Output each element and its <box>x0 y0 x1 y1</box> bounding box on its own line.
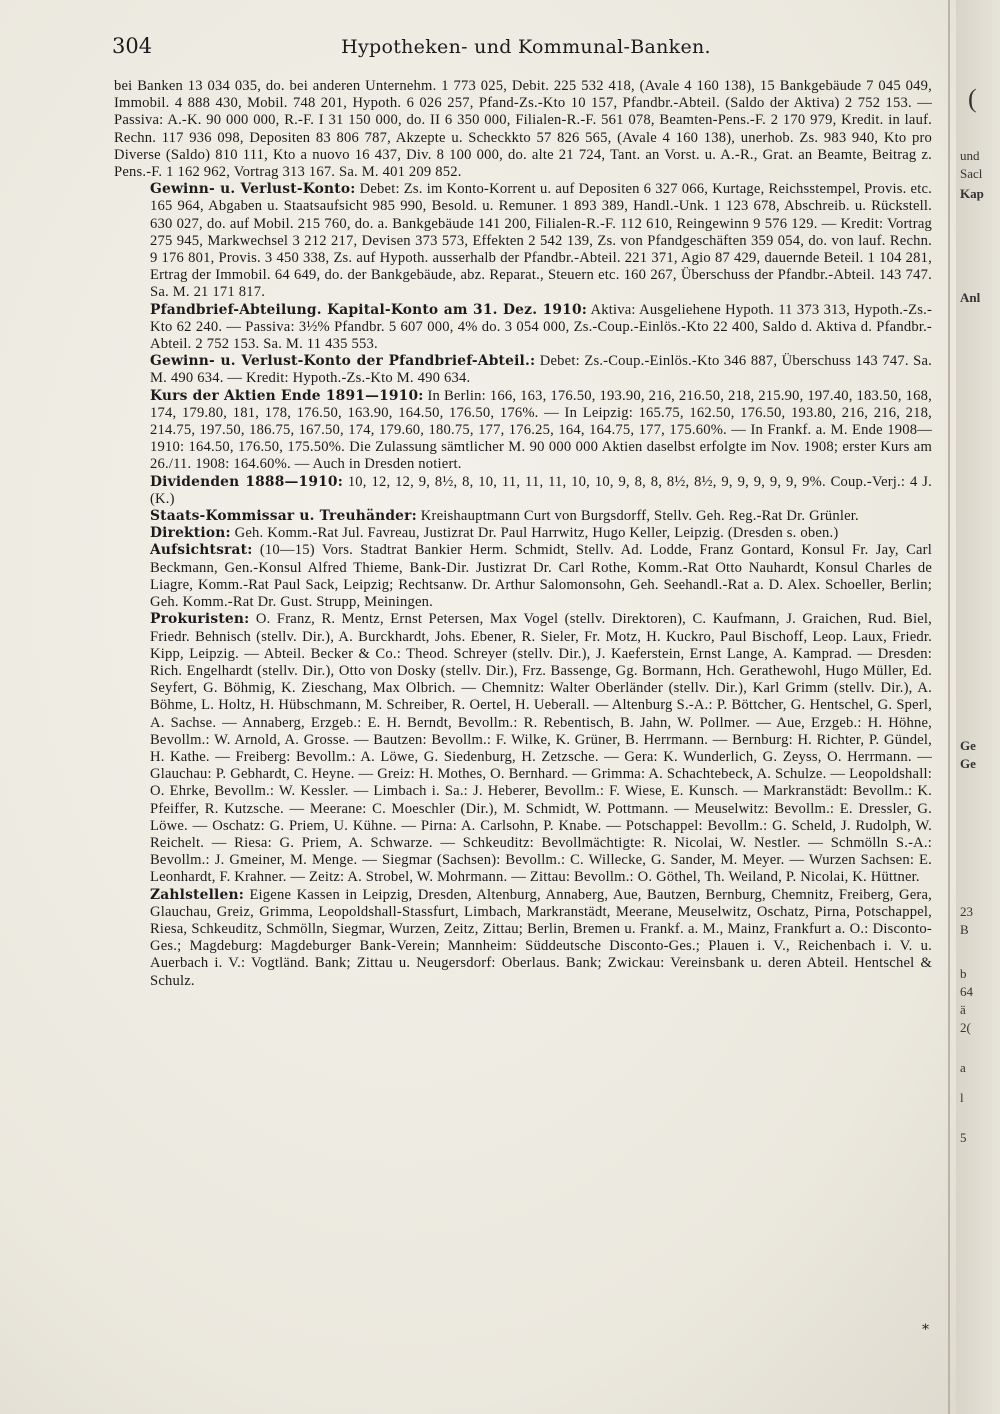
paragraph-text: bei Banken 13 034 035, do. bei anderen Unternehm. 1 773 025, Debit. 225 532 418, (Avale 4 160 138), 15 Bankgebäude 7 045 049, Immobil. 4 888 430, Mobil. 748 201, Hypoth. 6 026 257, Pfand-Zs.-Kto 10 157, Pfandbr.-Abteil. (Saldo der Aktiva) 2 752 153. — Passiva: A.-K. 90 000 000, R.-F. I 31 150 000, do. II 6 350 000, Filialen-R.-F. 561 078, Beamten-Pens.-F. 2 170 979, Kredit. in lauf. Rechn. 117 936 098, Depositen 83 806 787, Akzepte u. Scheckkto 57 826 565, (Avale 4 160 138), unerhob. Zs. 983 940, Kto pro Diverse (Saldo) 810 111, Kto a nuovo 16 437, Div. 8 100 000, do. alte 21 724, Tant. an Vorst. u. A.-R., Grat. an Beamte, Beitrag z. Pens.-F. 1 162 962, Vortrag 313 167. Sa. M. 401 209 852. <box>114 78 932 181</box>
margin-fragment: 23 <box>960 904 973 919</box>
paragraph-lead: Kurs der Aktien Ende 1891—1910: <box>150 387 424 404</box>
margin-fragment: Ge <box>960 738 976 753</box>
page-number: 304 <box>112 34 153 58</box>
paragraph-lead: Prokuristen: <box>150 611 250 628</box>
paragraph-lead: Gewinn- u. Verlust-Konto: <box>150 181 356 198</box>
adjacent-page-margin <box>956 0 1000 1414</box>
paragraph-authorized-officers <box>114 611 932 886</box>
paragraph-profit-loss <box>114 181 932 301</box>
paragraph-pfandbrief-capital <box>114 302 932 354</box>
paragraph-supervisory-board <box>114 542 932 611</box>
paragraph-text: (10—15) Vors. Stadtrat Bankier Herm. Schmidt, Stellv. Ad. Lodde, Franz Gontard, Konsul Fr. Jay, Carl Beckmann, Gen.-Konsul Alfred Thieme, Bank-Dir. Justizrat Dr. Carl Rothe, Komm.-Rat Otto Nauhardt, Konsul Charles de Liagre, Komm.-Rat Paul Sack, Leipzig; Rechtsanw. Dr. Arthur Salomonsohn, Geh. Seehandl.-Rat a. D. Alex. Schoeller, Berlin; Geh. Komm.-Rat Dr. Gust. Strupp, Meiningen. <box>150 542 932 611</box>
paragraph-text: Geh. Komm.-Rat Jul. Favreau, Justizrat Dr. Paul Harrwitz, Hugo Keller, Leipzig. (Dresden s. oben.) <box>234 525 839 542</box>
paragraph-text: In Berlin: 166, 163, 176.50, 193.90, 216, 216.50, 218, 215.90, 197.40, 183.50, 168, 174, 179.80, 181, 178, 176.50, 163.90, 164.50, 176.50, 176%. — In Leipzig: 165.75, 162.50, 176.50, 193.80, 216, 216, 218, 214.75, 197.50, 186.75, 167.50, 174, 179.60, 180.75, 177, 176.25, 164, 164.75, 177, 175.60%. — In Frankf. a. M. Ende 1908—1910: 164.50, 176.50, 175.50%. Die Zulassung sämtlicher M. 90 000 000 Aktien daselbst erfolgte im Nov. 1908; erster Kurs am 26./11. 1908: 164.60%. — Auch in Dresden notiert. <box>150 387 932 473</box>
paragraph-state-commissioner <box>114 508 932 525</box>
paragraph-text: Aktiva: Ausgeliehene Hypoth. 11 373 313, Hypoth.-Zs.-Kto 62 240. — Passiva: 3½% Pfandbr. 5 607 000, 4% do. 3 054 000, Zs.-Coup.-Einlös.-Kto 22 400, Saldo d. Aktiva d. Pfandbr.-Abteil. 2 752 153. Sa. M. 11 435 553. <box>150 301 932 353</box>
paragraph-text: Kreishauptmann Curt von Burgsdorff, Stellv. Geh. Reg.-Rat Dr. Grünler. <box>420 508 859 525</box>
paragraph-management <box>114 525 932 542</box>
margin-fragment: ( <box>968 84 977 113</box>
margin-fragment: Sacl <box>960 166 983 181</box>
paragraph-lead: Pfandbrief-Abteilung. Kapital-Konto am 31. Dez. 1910: <box>150 301 588 318</box>
paragraph-lead: Staats-Kommissar u. Treuhänder: <box>150 508 417 525</box>
margin-fragment: B <box>960 922 969 937</box>
footer-asterisk: * <box>922 1322 929 1338</box>
margin-fragment: a <box>960 1060 966 1075</box>
margin-fragment: Anl <box>960 290 981 305</box>
margin-fragment: ä <box>960 1002 966 1017</box>
paragraph-share-prices <box>114 388 932 474</box>
margin-fragment: b <box>960 966 967 981</box>
margin-fragment: Ge <box>960 756 976 771</box>
margin-fragment: und <box>960 148 980 163</box>
paragraph-lead: Gewinn- u. Verlust-Konto der Pfandbrief-Abteil.: <box>150 353 536 370</box>
paragraph-text: O. Franz, R. Mentz, Ernst Petersen, Max Vogel (stellv. Direktoren), C. Kaufmann, J. Graichen, Rud. Biel, Friedr. Behnisch (stellv. Dir.), A. Burckhardt, Johs. Ebener, R. Sieler, Fr. Motz, H. Kuckro, Paul Bischoff, Leop. Laux, Friedr. Kipp, Leipzig. — Abteil. Becker & Co.: Theod. Schreyer (stellv. Dir.), J. Kaeferstein, Ernst Lange, A. Kamprad. — Dresden: Rich. Engelhardt (stellv. Dir.), Otto von Dosky (stellv. Dir.), Frz. Bassenge, Gg. Bormann, Hch. Gerathewohl, Hugo Müller, Ed. Seyfert, G. Böhmig, K. Zieschang, Max Olbrich. — Chemnitz: Walter Oberländer (stellv. Dir.), Karl Grimm (stellv. Dir.), A. Böhme, L. Holtz, H. Hübschmann, M. Schreiber, R. Oertel, H. Ueberall. — Altenburg S.-A.: P. Böttcher, G. Hentschel, G. Sperl, A. Sachse. — Annaberg, Erzgeb.: E. H. Berndt, Bevollm.: R. Rebentisch, B. Jahn, W. Pollmer. — Aue, Erzgeb.: H. Höhne, Bevollm.: W. Arnold, A. Grosse. — Bautzen: Bevollm.: F. Wilke, K. Grüner, B. Herrmann. — Bernburg: H. Richter, P. Gündel, H. Kathe. — Freiberg: Bevollm.: A. Löwe, G. Siedenburg, H. Zetzsche. — Gera: K. Wunderlich, G. Zeyss, O. Herrmann. — Glauchau: P. Gebhardt, C. Heyne. — Greiz: H. Mothes, O. Bernhard. — Grimma: A. Schachtebeck, A. Schulze. — Leopoldshall: O. Ehrke, Bevollm.: W. Kessler. — Limbach i. Sa.: J. Heberer, Bevollm.: F. Wiese, E. Kunsch. — Markranstädt: Bevollm.: K. Pfeiffer, R. Kutzsche. — Meerane: C. Moeschler (Dir.), M. Schmidt, W. Pottmann. — Meuselwitz: Bevollm.: E. Dressler, G. Löwe. — Oschatz: G. Priem, U. Kühne. — Pirna: A. Carlsohn, P. Knabe. — Potschappel: Bevollm.: G. Scheld, J. Rudolph, W. Reichelt. — Riesa: G. Priem, A. Schwarze. — Schkeuditz: Bevollmächtigte: R. Nicolai, W. Nestler. — Schmölln S.-A.: Bevollm.: J. Gmeiner, M. Menge. — Siegmar (Sachsen): Bevollm.: C. Willecke, G. Sander, M. Meyer. — Wurzen Sachsen: E. Leonhardt, F. Krahner. — Zeitz: A. Strobel, W. Mohrmann. — Zittau: Bevollm.: O. Göthel, Th. Weiland, P. Nicolai, K. Hüttner. <box>150 611 932 886</box>
body-text <box>114 78 932 990</box>
paragraph-lead: Aufsichtsrat: <box>150 542 253 559</box>
page-header <box>112 34 940 64</box>
margin-fragment: 5 <box>960 1130 967 1145</box>
margin-fragment: Kap <box>960 186 984 201</box>
margin-fragment: 64 <box>960 984 973 999</box>
paragraph-balance-continuation <box>114 78 932 181</box>
paragraph-text: 10, 12, 12, 9, 8½, 8, 10, 11, 11, 11, 10, 10, 9, 8, 8, 8½, 8½, 9, 9, 9, 9, 9, 9%. Coup.-Verj.: 4 J. (K.) <box>150 473 932 507</box>
paragraph-dividends <box>114 474 932 508</box>
paragraph-pfandbrief-profit-loss <box>114 353 932 387</box>
paragraph-paying-agents <box>114 887 932 990</box>
running-title: Hypotheken- und Kommunal-Banken. <box>341 36 711 58</box>
paragraph-text: Debet: Zs. im Konto-Korrent u. auf Depositen 6 327 066, Kurtage, Reichsstempel, Provis. etc. 165 964, Abgaben u. Staatsaufsicht 985 990, Besold. u. Remuner. 1 893 389, Handl.-Unk. 1 123 678, Abschreib. u. Rückstell. 630 027, do. auf Mobil. 215 760, do. a. Bankgebäude 141 200, Filialen-R.-F. 112 610, Reingewinn 9 576 129. — Kredit: Vortrag 275 945, Markwechsel 3 212 217, Devisen 373 573, Effekten 2 542 139, Zs. von Pfandgeschäften 359 054, do. von lauf. Rechn. 9 176 801, Provis. 3 450 338, Zs. auf Hypoth. ausserhalb der Pfandbr.-Abteil. 221 371, Agio 87 429, dauernde Beteil. 1 104 281, Ertrag der Immobil. 64 649, do. der Bankgebäude, abz. Reparat., Steuern etc. 160 267, Überschuss der Pfandbr.-Abteil. 143 747. Sa. M. 21 171 817. <box>150 181 932 301</box>
page-edge-divider <box>948 0 950 1414</box>
paragraph-text: Eigene Kassen in Leipzig, Dresden, Altenburg, Annaberg, Aue, Bautzen, Bernburg, Chemnitz, Freiberg, Gera, Glauchau, Greiz, Grimma, Leopoldshall-Stassfurt, Limbach, Markranstädt, Meerane, Meuselwitz, Oschatz, Pirna, Potschappel, Riesa, Schkeuditz, Schmölln, Siegmar, Wurzen, Zeitz, Zittau; Berlin, Bremen u. Frankf. a. M., Mainz, Frankfurt a. O.: Disconto-Ges.; Magdeburg: Magdeburger Bank-Verein; Mannheim: Süddeutsche Disconto-Ges.; Plauen i. V., Reichenbach i. V. u. Auerbach i. V.: Vogtländ. Bank; Zittau u. Neugersdorf: Oberlaus. Bank; Zwickau: Vereinsbank u. deren Abteil. Hentschel & Schulz. <box>150 886 932 989</box>
paragraph-lead: Dividenden 1888—1910: <box>150 473 344 490</box>
margin-fragment: l <box>960 1090 964 1105</box>
paragraph-lead: Zahlstellen: <box>150 886 244 903</box>
margin-fragment: 2( <box>960 1020 971 1035</box>
paragraph-text: Debet: Zs.-Coup.-Einlös.-Kto 346 887, Überschuss 143 747. Sa. M. 490 634. — Kredit: Hypoth.-Zs.-Kto M. 490 634. <box>150 353 932 387</box>
paragraph-lead: Direktion: <box>150 525 231 542</box>
